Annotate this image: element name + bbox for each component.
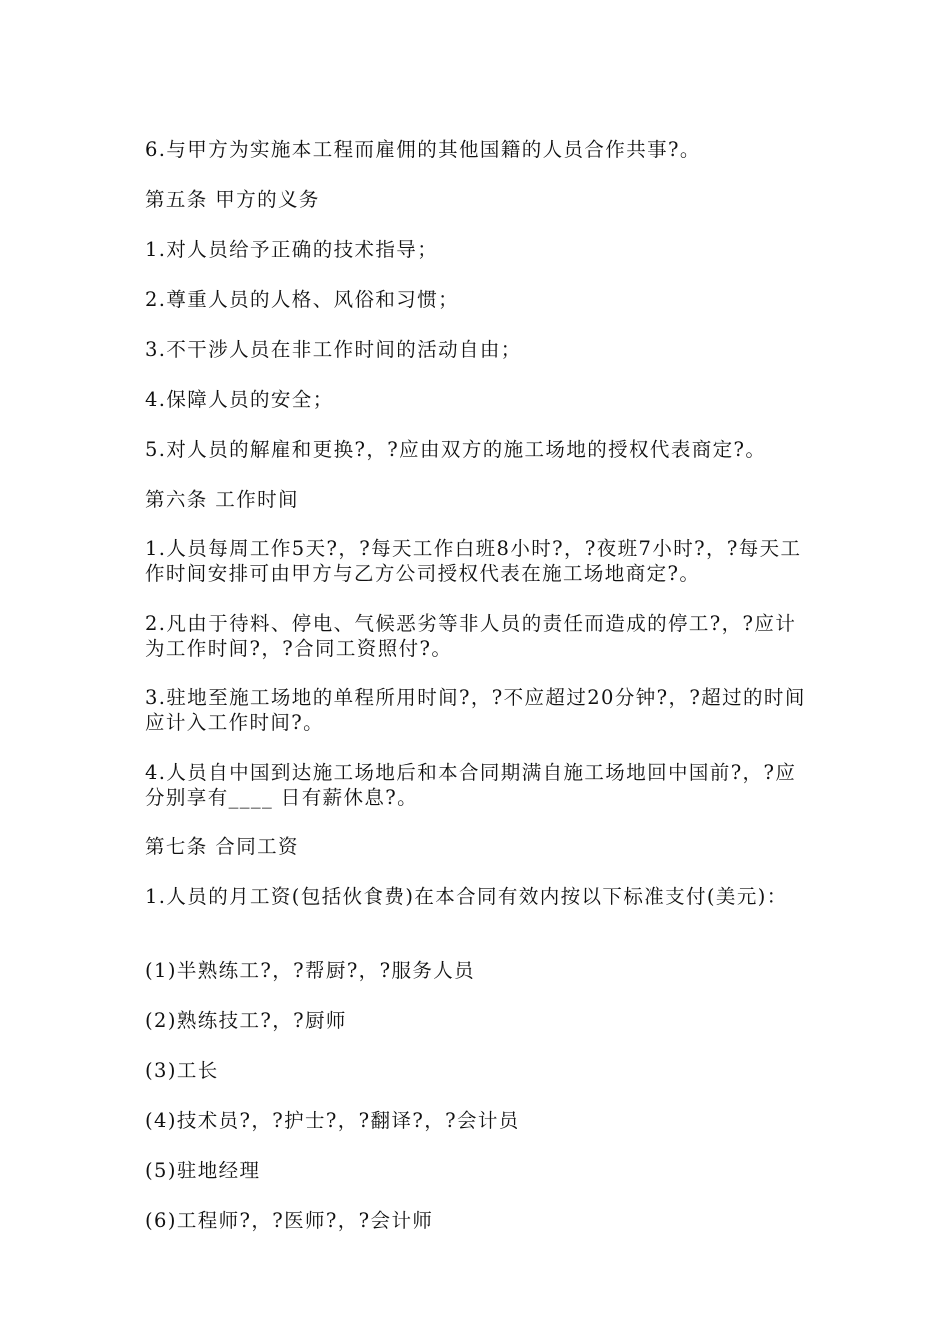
article-6-item-4: 4.人员自中国到达施工场地后和本合同期满自施工场地回中国前?，?应分别享有____ 日有薪休息?。 — [145, 761, 797, 809]
article-5-item-2: 2.尊重人员的人格、风俗和习惯； — [145, 288, 460, 311]
wage-category-5: (5)驻地经理 — [145, 1159, 261, 1182]
wage-category-3: (3)工长 — [145, 1059, 219, 1082]
wage-category-6: (6)工程师?，?医师?，?会计师 — [145, 1209, 434, 1232]
wage-category-2: (2)熟练技工?，?厨师 — [145, 1009, 347, 1032]
article-5-item-1: 1.对人员给予正确的技术指导； — [145, 238, 439, 261]
article-6-item-2: 2.凡由于待料、停电、气候恶劣等非人员的责任而造成的停工?，?应计为工作时间?，?合同工资照付?。 — [145, 612, 797, 660]
article-6-item-3: 3.驻地至施工场地的单程所用时间?，?不应超过20分钟?，?超过的时间应计入工作时间?。 — [145, 686, 806, 734]
wage-category-1: (1)半熟练工?，?帮厨?，?服务人员 — [145, 959, 476, 982]
article-6-heading: 第六条 工作时间 — [145, 488, 299, 511]
article-5-item-3: 3.不干涉人员在非工作时间的活动自由； — [145, 338, 522, 361]
article-5-item-4: 4.保障人员的安全； — [145, 388, 334, 411]
article-6-item-1: 1.人员每周工作5天?，?每天工作白班8小时?，?夜班7小时?，?每天工作时间安排可由甲方与乙方公司授权代表在施工场地商定?。 — [145, 537, 802, 585]
clause-4-item-6: 6.与甲方为实施本工程而雇佣的其他国籍的人员合作共事?。 — [145, 138, 701, 161]
article-7-heading: 第七条 合同工资 — [145, 835, 299, 858]
article-5-item-5: 5.对人员的解雇和更换?，?应由双方的施工场地的授权代表商定?。 — [145, 438, 767, 461]
article-7-item-1: 1.人员的月工资(包括伙食费)在本合同有效内按以下标准支付(美元)： — [145, 885, 788, 908]
article-5-heading: 第五条 甲方的义务 — [145, 188, 320, 211]
wage-category-4: (4)技术员?，?护士?，?翻译?，?会计员 — [145, 1109, 520, 1132]
